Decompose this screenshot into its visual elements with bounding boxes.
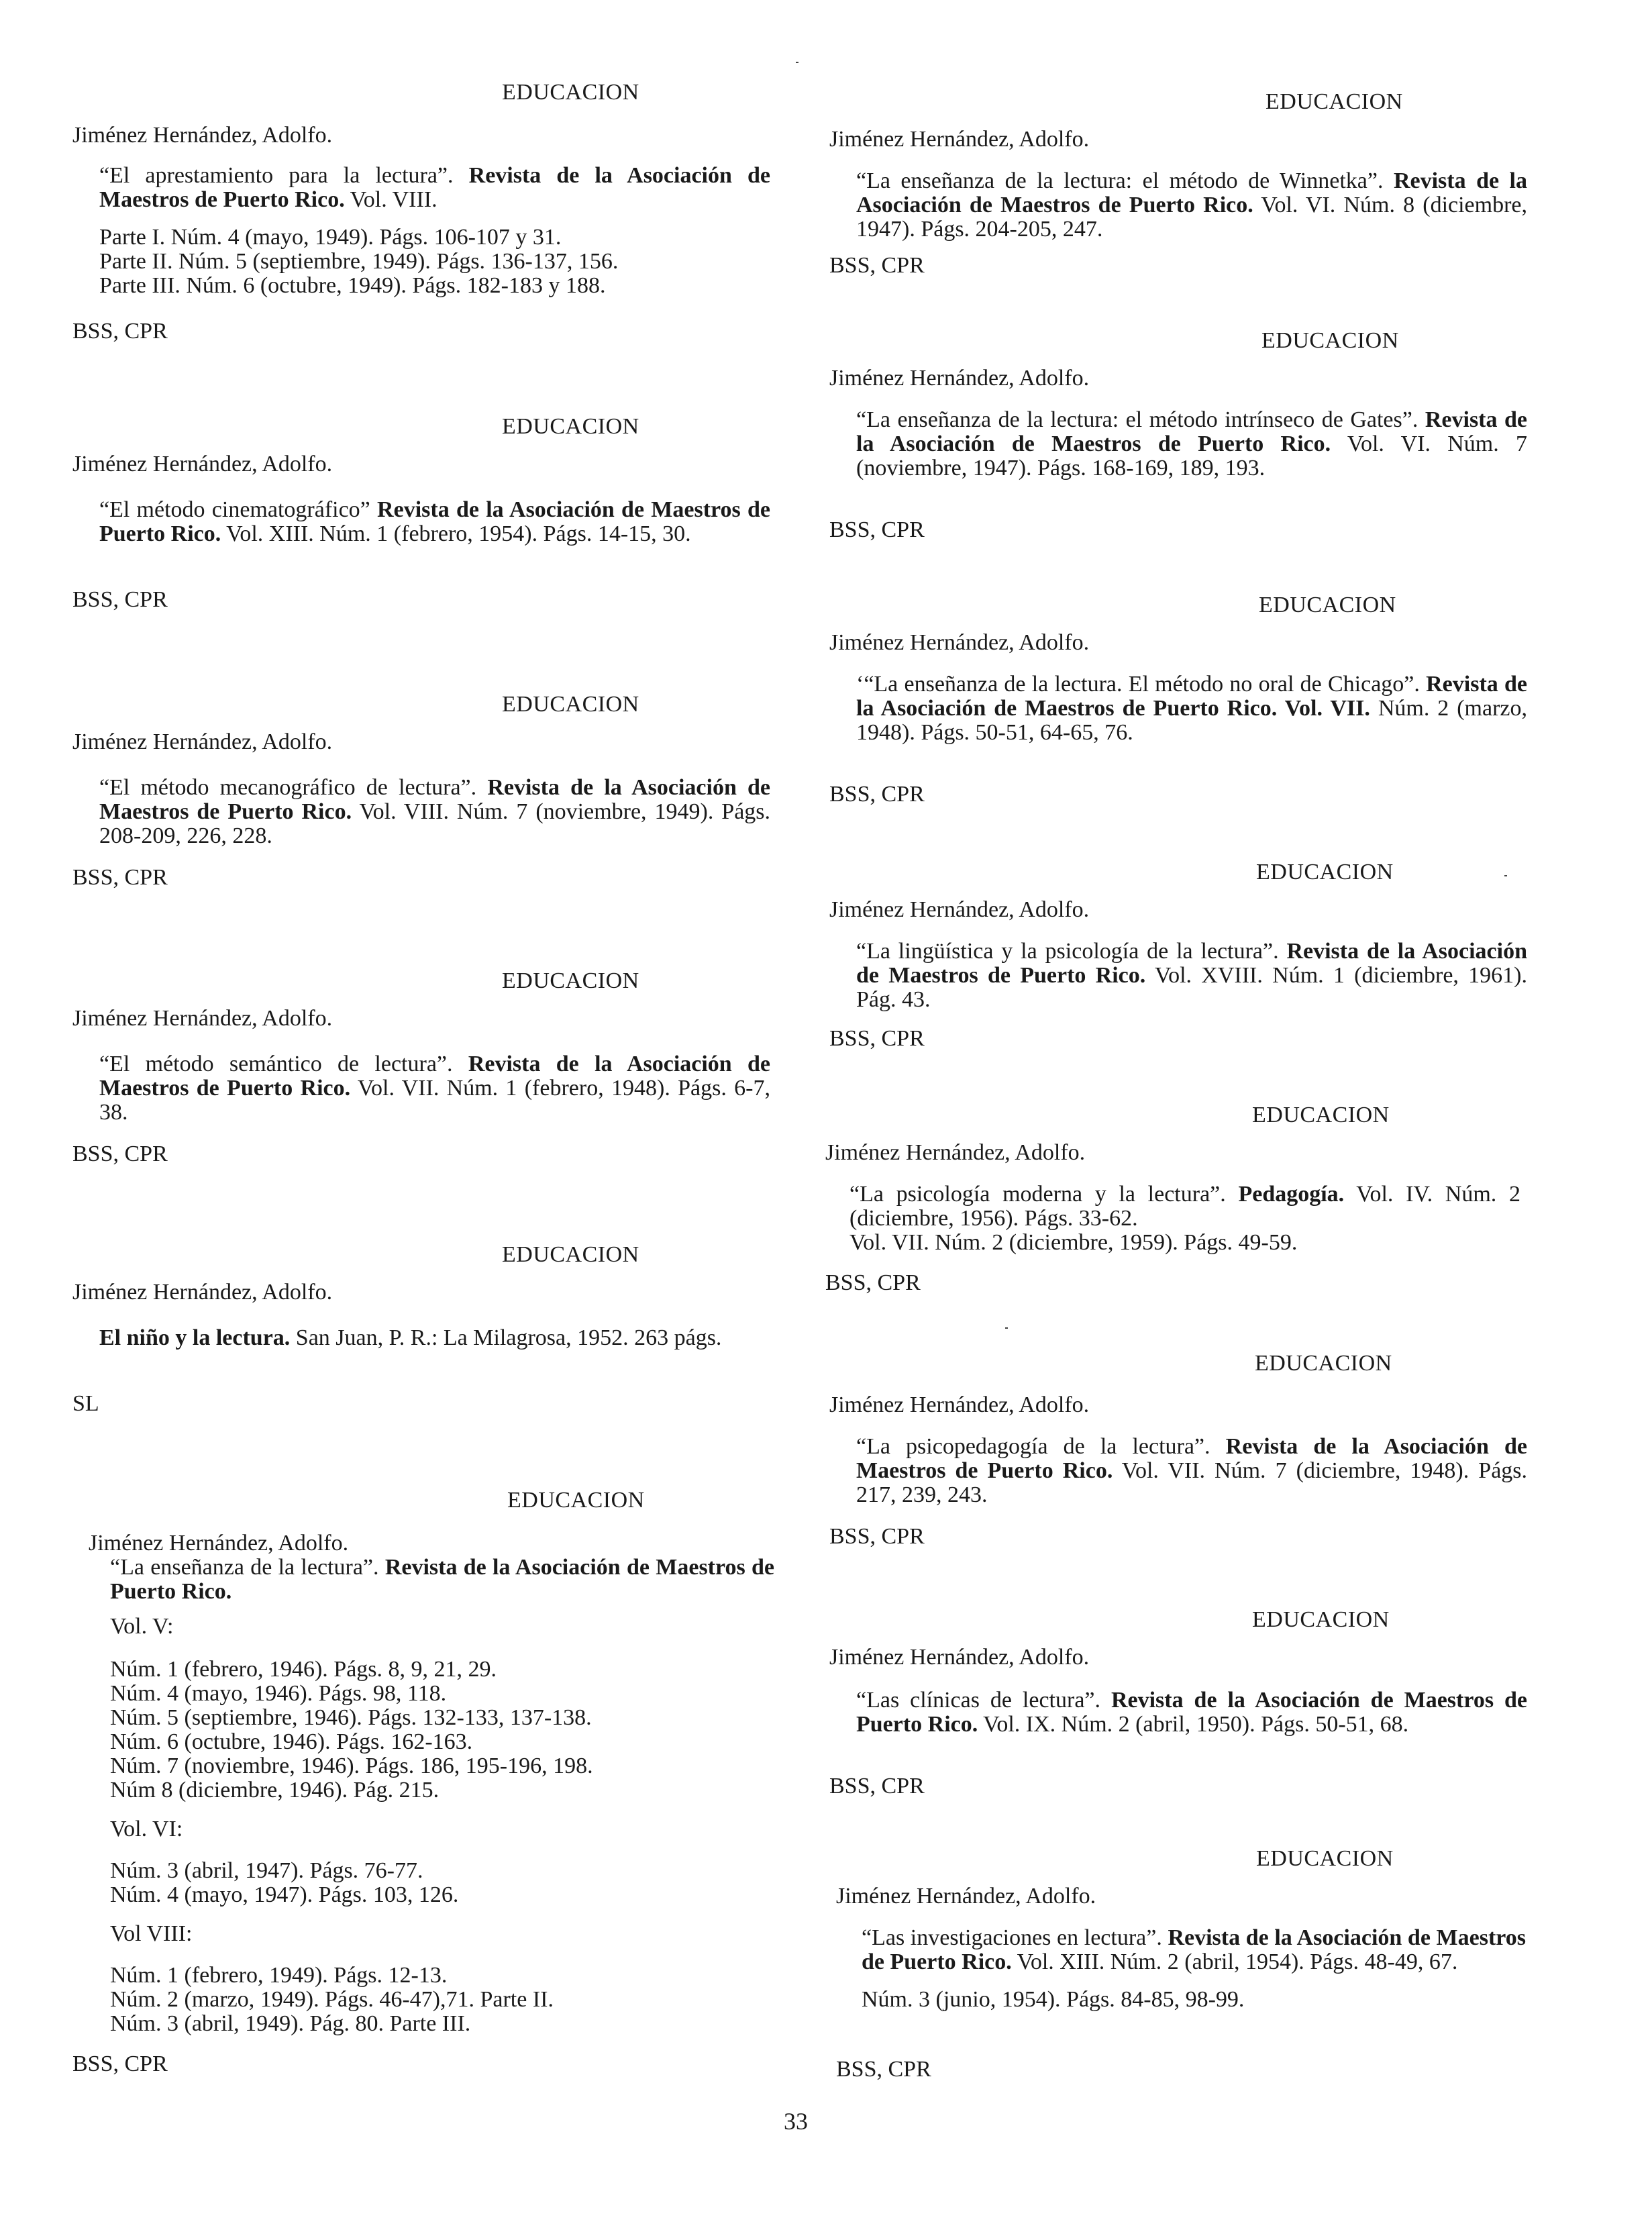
detail-line: Parte III. Núm. 6 (octubre, 1949). Págs. 182-183 y 188. (99, 273, 606, 298)
publication-info: San Juan, P. R.: La Milagrosa, 1952. 263 págs. (295, 1325, 722, 1350)
author-name: Jiménez Hernández, Adolfo. (89, 1531, 349, 1556)
publication-info: Vol. VII. Núm. 7 (diciembre, 1948). Págs. 217, 239, 243. (856, 1458, 1528, 1507)
library-codes: BSS, CPR (829, 782, 925, 807)
citation-body (862, 1926, 1526, 2012)
issue-line: Núm. 3 (abril, 1949). Pág. 80. Parte III. (110, 2011, 471, 2036)
scan-speck (796, 62, 798, 63)
detail-line: Vol. VII. Núm. 2 (diciembre, 1959). Págs. 49-59. (849, 1230, 1298, 1255)
issue-line: Núm. 1 (febrero, 1949). Págs. 12-13. (110, 1963, 448, 1988)
left-column (72, 0, 784, 2234)
citation-body (99, 776, 770, 862)
article-title: “El método cinematográfico” (99, 497, 370, 522)
subject-heading: EDUCACION (1259, 593, 1396, 617)
author-name: Jiménez Hernández, Adolfo. (72, 452, 333, 476)
library-codes: BSS, CPR (72, 1141, 168, 1166)
subject-heading: EDUCACION (502, 80, 639, 105)
volume-label: Vol. VI: (110, 1817, 183, 1841)
journal-name: Pedagogía. (1238, 1182, 1345, 1207)
author-name: Jiménez Hernández, Adolfo. (829, 1645, 1090, 1670)
scan-speck (1504, 875, 1507, 876)
library-codes: SL (72, 1391, 99, 1416)
journal-name: Revista de la Asociación de Maestros de Puerto Rico. (856, 1688, 1527, 1737)
subject-heading: EDUCACION (502, 692, 639, 717)
citation-body (856, 1688, 1527, 1750)
journal-name: Revista de la Asociación de Maestros de Puerto Rico. (856, 168, 1527, 217)
subject-heading: EDUCACION (1256, 860, 1394, 884)
subject-heading: EDUCACION (502, 968, 639, 993)
journal-name: Revista de la Asociación de Maestros de Puerto Rico. Vol. VII. (856, 672, 1527, 721)
author-name: Jiménez Hernández, Adolfo. (825, 1140, 1086, 1165)
article-title: “La enseñanza de la lectura: el método de Winnetka”. (856, 168, 1384, 193)
issue-line: Núm. 3 (abril, 1947). Págs. 76-77. (110, 1858, 423, 1883)
subject-heading: EDUCACION (1252, 1103, 1390, 1127)
publication-info: Núm. 2 (marzo, 1948). Págs. 50-51, 64-65, 76. (856, 696, 1527, 745)
subject-heading: EDUCACION (1256, 1846, 1394, 1871)
citation-body (99, 164, 770, 298)
author-name: Jiménez Hernández, Adolfo. (829, 897, 1090, 922)
publication-info: Vol. XIII. Núm. 1 (febrero, 1954). Págs. 14-15, 30. (226, 521, 691, 546)
subject-heading: EDUCACION (1252, 1607, 1390, 1632)
author-name: Jiménez Hernández, Adolfo. (72, 1280, 333, 1305)
article-title: ‘“La enseñanza de la lectura. El método no oral de Chicago”. (856, 672, 1420, 697)
issue-line: Núm. 4 (mayo, 1946). Págs. 98, 118. (110, 1681, 447, 1706)
library-codes: BSS, CPR (829, 1524, 925, 1549)
citation-body (99, 1052, 770, 1138)
page-number: 33 (784, 2108, 808, 2135)
publication-info: Vol. VI. Núm. 8 (diciembre, 1947). Págs. 204-205, 247. (856, 193, 1528, 242)
journal-name: Revista de la Asociación de Maestros de Puerto Rico. (110, 1555, 774, 1604)
volume-label: Vol VIII: (110, 1921, 193, 1946)
detail-line: Parte I. Núm. 4 (mayo, 1949). Págs. 106-107 y 31. (99, 225, 562, 250)
publication-info: Vol. VIII. (350, 187, 437, 212)
subject-heading: EDUCACION (502, 1242, 639, 1267)
author-name: Jiménez Hernández, Adolfo. (829, 127, 1090, 152)
issue-line: Núm. 5 (septiembre, 1946). Págs. 132-133, 137-138. (110, 1705, 592, 1730)
author-name: Jiménez Hernández, Adolfo. (829, 630, 1090, 655)
issue-line: Núm. 2 (marzo, 1949). Págs. 46-47),71. Parte II. (110, 1987, 554, 2012)
issue-line: Núm. 6 (octubre, 1946). Págs. 162-163. (110, 1729, 473, 1754)
citation-body (849, 1182, 1520, 1255)
library-codes: BSS, CPR (72, 319, 168, 344)
article-title: “El aprestamiento para la lectura”. (99, 163, 454, 188)
publication-info: Vol. IV. Núm. 2 (diciembre, 1956). Págs. 33-62. (849, 1182, 1520, 1231)
article-title: “El método semántico de lectura”. (99, 1052, 453, 1076)
journal-name: Revista de la Asociación de Maestros de Puerto Rico. (862, 1925, 1526, 1974)
citation-body (856, 169, 1527, 255)
library-codes: BSS, CPR (829, 1026, 925, 1051)
publication-info: Vol. XIII. Núm. 2 (abril, 1954). Págs. 48-49, 67. (1017, 1949, 1458, 1974)
publication-info: Vol. VIII. Núm. 7 (noviembre, 1949). Págs. 208-209, 226, 228. (99, 799, 771, 848)
article-title: “La psicopedagogía de la lectura”. (856, 1434, 1210, 1459)
citation-body (110, 1556, 774, 2036)
publication-info: Vol. XVIII. Núm. 1 (diciembre, 1961). Pág. 43. (856, 963, 1527, 1012)
article-title: “La enseñanza de la lectura”. (110, 1555, 379, 1580)
detail-line: Núm. 3 (junio, 1954). Págs. 84-85, 98-99. (862, 1987, 1245, 2012)
journal-name: Revista de la Asociación de Maestros de Puerto Rico. (99, 497, 771, 546)
journal-name: Revista de la Asociación de Maestros de Puerto Rico. (99, 775, 771, 824)
journal-name: Revista de la Asociación de Maestros de Puerto Rico. (856, 407, 1527, 456)
publication-info: Vol. IX. Núm. 2 (abril, 1950). Págs. 50-51, 68. (983, 1712, 1409, 1737)
journal-name: Revista de la Asociación de Maestros de Puerto Rico. (856, 939, 1528, 988)
publication-info: Vol. VII. Núm. 1 (febrero, 1948). Págs. 6-7, 38. (99, 1076, 770, 1125)
volume-label: Vol. V: (110, 1614, 174, 1639)
subject-heading: EDUCACION (1266, 89, 1403, 114)
author-name: Jiménez Hernández, Adolfo. (72, 729, 333, 754)
publication-info: Vol. VI. Núm. 7 (noviembre, 1947). Págs. 168-169, 189, 193. (856, 431, 1527, 480)
subject-heading: EDUCACION (1261, 328, 1399, 353)
issue-line: Núm. 1 (febrero, 1946). Págs. 8, 9, 21, 29. (110, 1657, 497, 1682)
citation-body (99, 498, 770, 560)
book-title: El niño y la lectura. (99, 1325, 291, 1350)
library-codes: BSS, CPR (72, 865, 168, 890)
journal-name: Revista de la Asociación de Maestros de Puerto Rico. (99, 163, 771, 212)
issue-line: Núm. 4 (mayo, 1947). Págs. 103, 126. (110, 1882, 459, 1907)
journal-name: Revista de la Asociación de Maestros de Puerto Rico. (99, 1052, 771, 1101)
library-codes: BSS, CPR (829, 253, 925, 278)
issue-line: Núm. 7 (noviembre, 1946). Págs. 186, 195-196, 198. (110, 1754, 593, 1778)
library-codes: BSS, CPR (829, 1774, 925, 1798)
author-name: Jiménez Hernández, Adolfo. (72, 1006, 333, 1031)
citation-body (856, 940, 1527, 1025)
library-codes: BSS, CPR (72, 2051, 168, 2076)
citation-body (99, 1326, 770, 1364)
article-title: “Las investigaciones en lectura”. (862, 1925, 1162, 1950)
citation-body (856, 672, 1527, 758)
library-codes: BSS, CPR (825, 1270, 921, 1295)
subject-heading: EDUCACION (502, 414, 639, 439)
author-name: Jiménez Hernández, Adolfo. (72, 123, 333, 148)
article-title: “La lingüística y la psicología de la lectura”. (856, 939, 1279, 964)
subject-heading: EDUCACION (507, 1488, 645, 1513)
library-codes: BSS, CPR (72, 587, 168, 612)
detail-line: Parte II. Núm. 5 (septiembre, 1949). Págs. 136-137, 156. (99, 249, 619, 274)
journal-name: Revista de la Asociación de Maestros de Puerto Rico. (856, 1434, 1528, 1483)
article-title: “El método mecanográfico de lectura”. (99, 775, 477, 800)
right-column (825, 0, 1541, 2234)
library-codes: BSS, CPR (829, 517, 925, 542)
library-codes: BSS, CPR (836, 2057, 931, 2082)
citation-body (856, 408, 1527, 494)
author-name: Jiménez Hernández, Adolfo. (836, 1884, 1096, 1909)
article-title: “Las clínicas de lectura”. (856, 1688, 1101, 1713)
article-title: “La psicología moderna y la lectura”. (849, 1182, 1226, 1207)
scan-speck (1005, 1327, 1008, 1329)
author-name: Jiménez Hernández, Adolfo. (829, 1392, 1090, 1417)
author-name: Jiménez Hernández, Adolfo. (829, 366, 1090, 391)
article-title: “La enseñanza de la lectura: el método intrínseco de Gates”. (856, 407, 1418, 432)
issue-line: Núm 8 (diciembre, 1946). Pág. 215. (110, 1778, 440, 1803)
citation-body (856, 1435, 1527, 1521)
subject-heading: EDUCACION (1255, 1351, 1392, 1376)
